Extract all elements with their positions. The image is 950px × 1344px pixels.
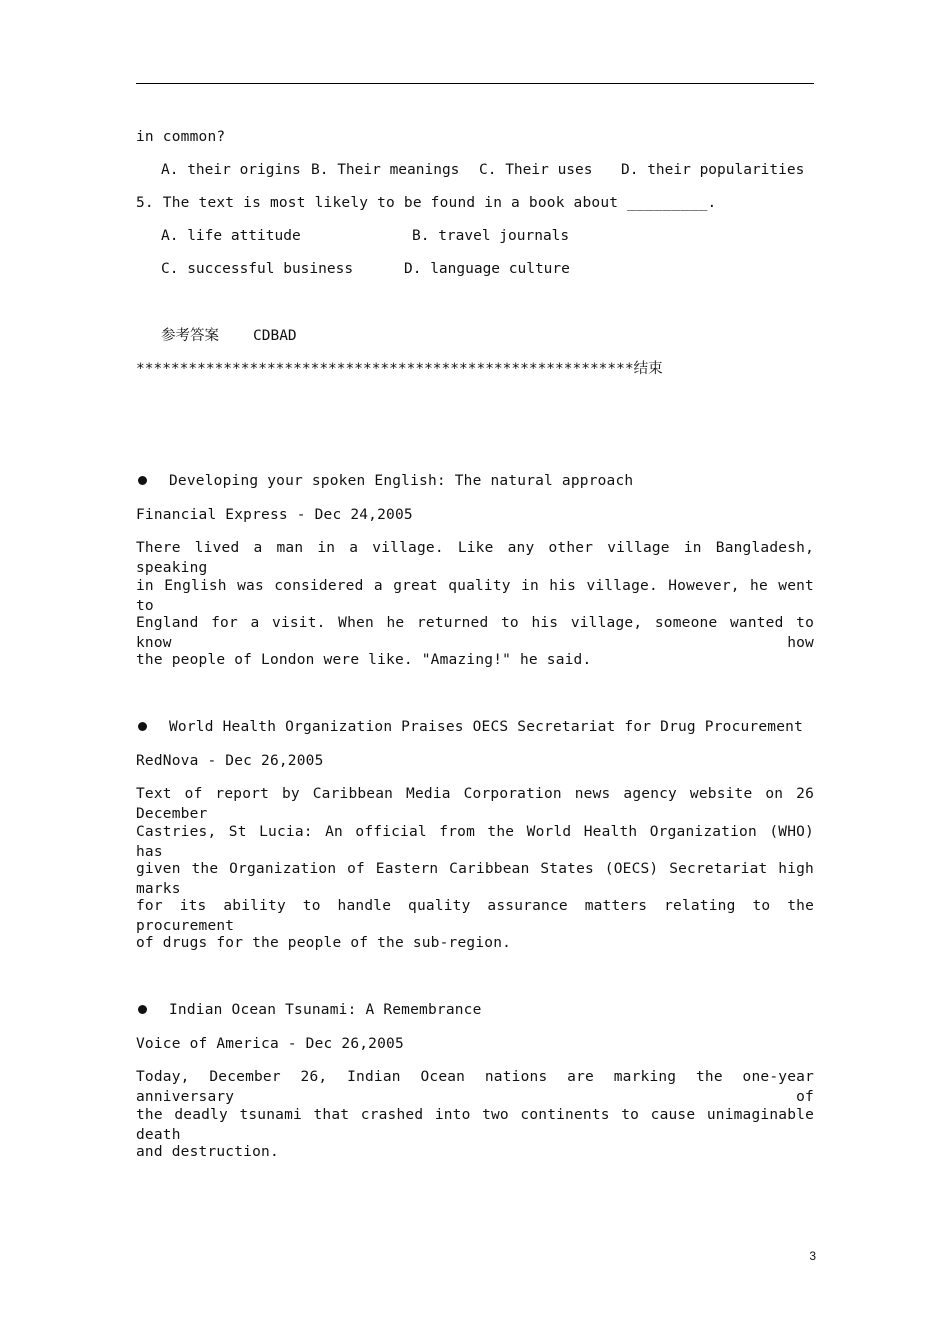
bullet-icon	[138, 1005, 147, 1014]
news-title: World Health Organization Praises OECS Secretariat for Drug Procurement	[169, 719, 804, 735]
question-4-tail: in common?	[136, 129, 226, 145]
news-body-line: given the Organization of Eastern Caribbean States (OECS) Secretariat high marks	[136, 861, 814, 897]
news-source: RedNova - Dec 26,2005	[136, 753, 324, 769]
q4-option-a: A. their origins	[161, 162, 301, 178]
q5-option-a: A. life attitude	[161, 228, 301, 244]
news-title: Developing your spoken English: The natural approach	[169, 473, 634, 489]
answer-label: 参考答案	[161, 328, 219, 344]
q5-option-d: D. language culture	[404, 261, 570, 277]
news-body-line: Today, December 26, Indian Ocean nations are marking the one-year anniversary of	[136, 1069, 814, 1105]
news-body-line: England for a visit. When he returned to his village, someone wanted to know how	[136, 615, 814, 651]
q5-option-c: C. successful business	[161, 261, 354, 277]
news-body-line: Castries, St Lucia: An official from the World Health Organization (WHO) has	[136, 824, 814, 860]
bullet-icon	[138, 722, 147, 731]
news-body-line: Text of report by Caribbean Media Corporation news agency website on 26 December	[136, 786, 814, 822]
q5-option-b: B. travel journals	[412, 228, 570, 244]
header-rule	[136, 83, 814, 84]
q4-option-d: D. their popularities	[621, 162, 805, 178]
bullet-icon	[138, 476, 147, 485]
news-title: Indian Ocean Tsunami: A Remembrance	[169, 1002, 482, 1018]
question-5-stem: 5. The text is most likely to be found in a book about _________.	[136, 195, 717, 211]
news-body-line: the people of London were like. "Amazing!" he said.	[136, 652, 592, 668]
q4-option-b: B. Their meanings	[311, 162, 460, 178]
news-body-line: and destruction.	[136, 1144, 279, 1160]
news-source: Voice of America - Dec 26,2005	[136, 1036, 404, 1052]
news-body-line: in English was considered a great quality in his village. However, he went to	[136, 578, 814, 614]
news-body-line: There lived a man in a village. Like any other village in Bangladesh, speaking	[136, 540, 814, 576]
news-body-line: for its ability to handle quality assurance matters relating to the procurement	[136, 898, 814, 934]
end-marker: *********************************************************结束	[136, 361, 663, 377]
news-body-line: the deadly tsunami that crashed into two continents to cause unimaginable death	[136, 1107, 814, 1143]
news-body-line: of drugs for the people of the sub-region.	[136, 935, 512, 951]
q4-option-c: C. Their uses	[479, 162, 593, 178]
news-source: Financial Express - Dec 24,2005	[136, 507, 413, 523]
answer-value: CDBAD	[253, 328, 297, 344]
page-number: 3	[809, 1249, 816, 1263]
